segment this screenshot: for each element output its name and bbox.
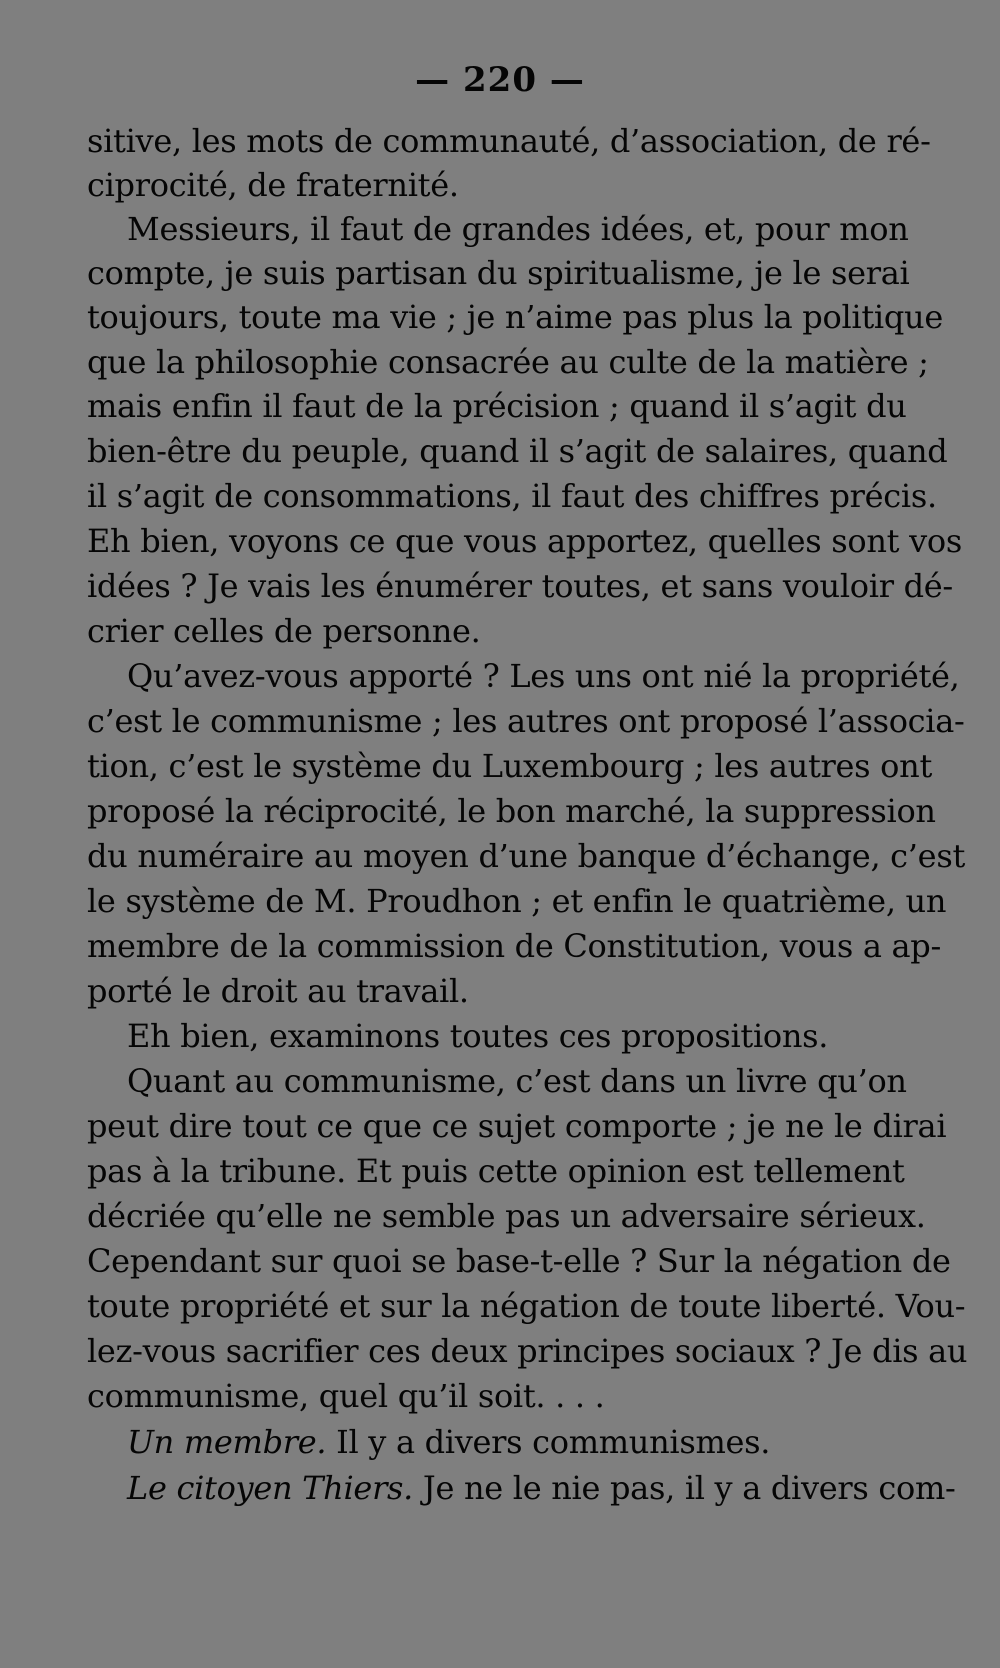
text-line: Eh bien, examinons toutes ces propositions. (127, 1017, 829, 1055)
text-line: porté le droit au travail. (87, 972, 469, 1010)
text-line: toujours, toute ma vie ; je n’aime pas plus la politique (87, 298, 943, 336)
text-line: idées ? Je vais les énumérer toutes, et sans vouloir dé- (87, 567, 953, 605)
text-line: mais enfin il faut de la précision ; quand il s’agit du (87, 387, 907, 425)
text-line: ciprocité, de fraternité. (87, 166, 459, 204)
text-line: crier celles de personne. (87, 612, 481, 650)
text-line: communisme, quel qu’il soit. . . . (87, 1377, 605, 1415)
text-line: Quant au communisme, c’est dans un livre qu’on (127, 1062, 907, 1100)
text-line: Eh bien, voyons ce que vous apportez, quelles sont vos (87, 522, 962, 560)
dialogue-line (127, 1465, 956, 1511)
text-line: pas à la tribune. Et puis cette opinion est tellement (87, 1152, 905, 1190)
text-line: tion, c’est le système du Luxembourg ; les autres ont (87, 747, 933, 785)
text-line: compte, je suis partisan du spiritualisme, je le serai (87, 254, 910, 292)
text-line: décriée qu’elle ne semble pas un adversaire sérieux. (87, 1197, 926, 1235)
text-line: c’est le communisme ; les autres ont proposé l’associa- (87, 702, 965, 740)
speaker-name: Un membre. (127, 1423, 327, 1461)
text-line: Cependant sur quoi se base-t-elle ? Sur la négation de (87, 1242, 951, 1280)
text-line: bien-être du peuple, quand il s’agit de salaires, quand (87, 432, 948, 470)
text-line: sitive, les mots de communauté, d’association, de ré- (87, 122, 931, 160)
text-line: du numéraire au moyen d’une banque d’échange, c’est (87, 837, 965, 875)
speaker-name: Le citoyen Thiers. (127, 1469, 414, 1507)
text-line: membre de la commission de Constitution, vous a ap- (87, 927, 941, 965)
dialogue-text: Je ne le nie pas, il y a divers com- (413, 1469, 956, 1507)
text-line: que la philosophie consacrée au culte de la matière ; (87, 343, 929, 381)
page-number: — 220 — (415, 60, 585, 100)
text-line: toute propriété et sur la négation de toute liberté. Vou- (87, 1287, 966, 1325)
text-line: lez-vous sacrifier ces deux principes sociaux ? Je dis au (87, 1332, 968, 1370)
text-line: Messieurs, il faut de grandes idées, et, pour mon (127, 210, 909, 248)
text-line: le système de M. Proudhon ; et enfin le quatrième, un (87, 882, 947, 920)
text-line: proposé la réciprocité, le bon marché, la suppression (87, 792, 936, 830)
text-line: Qu’avez-vous apporté ? Les uns ont nié la propriété, (127, 657, 960, 695)
text-line: peut dire tout ce que ce sujet comporte ; je ne le dirai (87, 1107, 947, 1145)
text-line: il s’agit de consommations, il faut des chiffres précis. (87, 477, 937, 515)
dialogue-line (127, 1419, 882, 1465)
dialogue-text: Il y a divers communismes. (326, 1423, 771, 1461)
